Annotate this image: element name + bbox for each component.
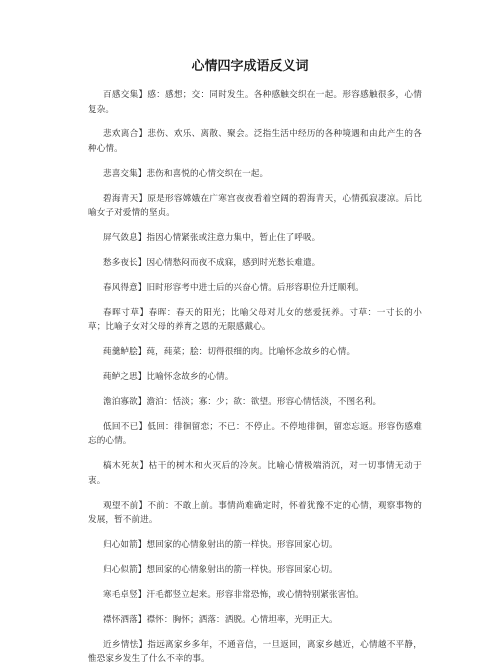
idiom-entry [88,613,422,628]
idiom-term: 归心如箭】 [103,539,147,550]
idiom-definition: 原是形容嫦娥在广寒宫夜夜看着空阔的碧海青天，心情孤寂凄凉。后比喻女子对爱情的坚贞。 [88,193,422,219]
idiom-term: 莼羹鲈脍】 [103,347,147,358]
idiom-term: 百感交集】 [103,90,148,100]
idiom-entry [88,370,422,385]
idiom-term: 屏气敛息】 [103,233,147,244]
idiom-definition: 想回家的心情象射出的箭一样快。形容回家心切。 [146,539,338,550]
idiom-entry [88,499,422,528]
idiom-term: 莼鲈之思】 [103,372,147,383]
idiom-entry [88,345,422,360]
idiom-term: 悲欢离合】 [103,129,148,140]
idiom-definition: 感：感想；交：同时发生。各种感触交织在一起。形容感触很多，心情复杂。 [88,90,422,115]
idiom-entry [88,167,422,182]
idiom-definition: 悲伤、欢乐、离散、聚会。泛指生活中经历的各种境遇和由此产生的各种心情。 [88,129,422,154]
idiom-entry [88,256,422,271]
idiom-term: 春风得意】 [103,282,147,293]
idiom-entry [88,638,422,667]
idiom-definition: 旧时形容考中进士后的兴奋心情。后形容职位升迁顺利。 [146,282,364,293]
idiom-entry [88,563,422,578]
idiom-entry [88,538,422,553]
idiom-entry [88,588,422,603]
idiom-definition: 比喻怀念故乡的心情。 [146,372,234,383]
idiom-term: 寒毛卓竖】 [103,589,147,600]
idiom-entry [88,231,422,246]
idiom-definition: 澹泊：恬淡；寡：少；欲：欲望。形容心情恬淡，不图名利。 [146,396,382,407]
idiom-definition: 不前：不敢上前。事情尚难确定时，怀着犹豫不定的心情，观察事物的发展，暂不前进。 [88,500,422,526]
idiom-definition: 想回家的心情象射出的箭一样快。形容回家心切。 [146,564,338,575]
idiom-definition: 枯干的树木和火灭后的冷灰。比喻心情极端消沉，对一切事情无动于衷。 [88,461,422,486]
idiom-entry [88,88,422,117]
idiom-definition: 低回：徘徊留恋；不已：不停止。不停地徘徊，留恋忘返。形容伤感难忘的心情。 [88,421,422,447]
idiom-term: 春晖寸草】 [103,307,149,318]
idiom-term: 槁木死灰】 [103,461,149,472]
idiom-entry [88,395,422,410]
idiom-term: 襟怀洒落】 [103,614,147,625]
idiom-term: 低回不已】 [103,421,148,432]
idiom-list [88,88,422,667]
idiom-definition: 春晖：春天的阳光；比喻父母对儿女的慈爱抚养。寸草：一寸长的小草；比喻子女对父母的养育之恩的无限感戴心。 [88,307,422,333]
idiom-entry [88,306,422,335]
idiom-term: 碧海青天】 [103,193,148,204]
idiom-definition: 指因心情紧张或注意力集中，暂止住了呼吸。 [146,233,321,244]
idiom-entry [88,192,422,221]
idiom-definition: 汗毛都竖立起来。形容非常恐怖，或心情特别紧张害怕。 [146,589,364,600]
idiom-term: 澹泊寡欲】 [103,396,147,407]
idiom-term: 近乡情怯】 [103,639,148,650]
idiom-term: 观望不前】 [103,500,148,511]
idiom-definition: 因心情愁闷而夜不成寐，感到时光愁长难遣。 [146,257,321,268]
idiom-definition: 指远离家乡多年，不通音信，一旦返回，离家乡越近，心情越不平静，惟恐家乡发生了什么不幸的事。 [88,639,422,665]
idiom-entry [88,420,422,449]
document-title: 心情四字成语反义词 [191,59,309,74]
idiom-entry [88,281,422,296]
idiom-definition: 莼，莼菜；脍：切得很细的肉。比喻怀念故乡的心情。 [146,347,356,358]
idiom-term: 悲喜交集】 [103,168,147,179]
idiom-definition: 悲伤和喜悦的心情交织在一起。 [146,168,269,179]
idiom-term: 归心似箭】 [103,564,147,575]
idiom-entry [88,459,422,488]
idiom-term: 愁多夜长】 [103,257,147,268]
idiom-entry [88,127,422,156]
idiom-definition: 襟怀：胸怀；洒落：洒脱。心情坦率，光明正大。 [146,614,338,625]
